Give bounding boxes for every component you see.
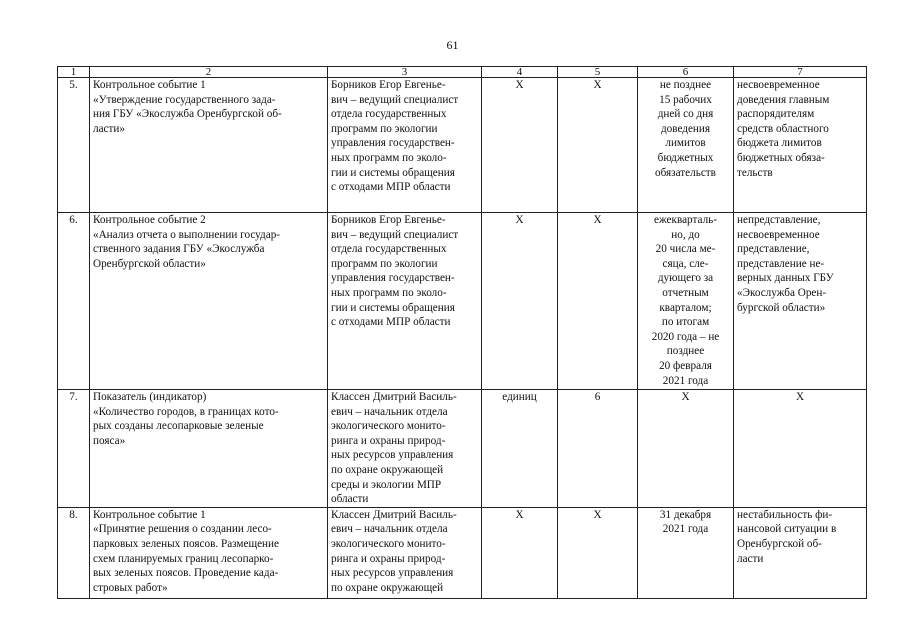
risk-cell: нестабильность фи- нансовой ситуации в Оренбургской об- ласти [734, 507, 867, 598]
deadline-cell: 31 декабря 2021 года [638, 507, 734, 598]
row-number: 8. [58, 507, 90, 598]
unit-cell: Х [482, 507, 558, 598]
event-name: Показатель (индикатор) «Количество городов, в границах кото- рых созданы лесопарковые зеленые пояса» [90, 390, 328, 508]
value-cell: Х [558, 78, 638, 213]
responsible-person: Борников Егор Евгенье- вич – ведущий специалист отдела государственных программ по экологии управления государствен- ных программ по эколо- гии и системы обращения с отходами МПР области [328, 78, 482, 213]
deadline-cell: ежекварталь- но, до 20 числа ме- сяца, сле- дующего за отчетным кварталом; по итогам 2020 года – не позднее 20 февраля 2021 года [638, 213, 734, 390]
header-col-6: 6 [638, 67, 734, 78]
responsible-person: Борников Егор Евгенье- вич – ведущий специалист отдела государственных программ по экологии управления государствен- ных программ по эколо- гии и системы обращения с отходами МПР области [328, 213, 482, 390]
header-col-5: 5 [558, 67, 638, 78]
table-row [58, 390, 867, 508]
header-col-1: 1 [58, 67, 90, 78]
risk-cell: несвоевременное доведения главным распорядителям средств областного бюджета лимитов бюджетных обяза- тельств [734, 78, 867, 213]
value-cell: 6 [558, 390, 638, 508]
table-row [58, 78, 867, 213]
header-col-2: 2 [90, 67, 328, 78]
unit-cell: Х [482, 78, 558, 213]
risk-cell: непредставление, несвоевременное представление, представление не- верных данных ГБУ «Экослужба Орен- бургской области» [734, 213, 867, 390]
document-table [57, 66, 867, 599]
risk-cell: Х [734, 390, 867, 508]
deadline-cell: Х [638, 390, 734, 508]
event-name: Контрольное событие 1 «Утверждение государственного зада- ния ГБУ «Экослужба Оренбургской об- ласти» [90, 78, 328, 213]
header-col-3: 3 [328, 67, 482, 78]
responsible-person: Классен Дмитрий Василь- евич – начальник отдела экологического монито- ринга и охраны природ- ных ресурсов управления по охране окружающей [328, 507, 482, 598]
value-cell: Х [558, 507, 638, 598]
event-name: Контрольное событие 1 «Принятие решения о создании лесо- парковых зеленых поясов. Размещение схем планируемых границ лесопарко- вых зеленых поясов. Проведение када- стровых работ» [90, 507, 328, 598]
row-number: 6. [58, 213, 90, 390]
header-col-7: 7 [734, 67, 867, 78]
event-name: Контрольное событие 2 «Анализ отчета о выполнении государ- ственного задания ГБУ «Экослужба Оренбургской области» [90, 213, 328, 390]
unit-cell: Х [482, 213, 558, 390]
header-col-4: 4 [482, 67, 558, 78]
row-number: 5. [58, 78, 90, 213]
deadline-cell: не позднее 15 рабочих дней со дня доведения лимитов бюджетных обязательств [638, 78, 734, 213]
table-row [58, 507, 867, 598]
row-number: 7. [58, 390, 90, 508]
page-number: 61 [446, 38, 459, 52]
unit-cell: единиц [482, 390, 558, 508]
value-cell: Х [558, 213, 638, 390]
responsible-person: Классен Дмитрий Василь- евич – начальник отдела экологического монито- ринга и охраны природ- ных ресурсов управления по охране окружающей среды и экологии МПР области [328, 390, 482, 508]
header-row [58, 67, 867, 78]
table-row [58, 213, 867, 390]
